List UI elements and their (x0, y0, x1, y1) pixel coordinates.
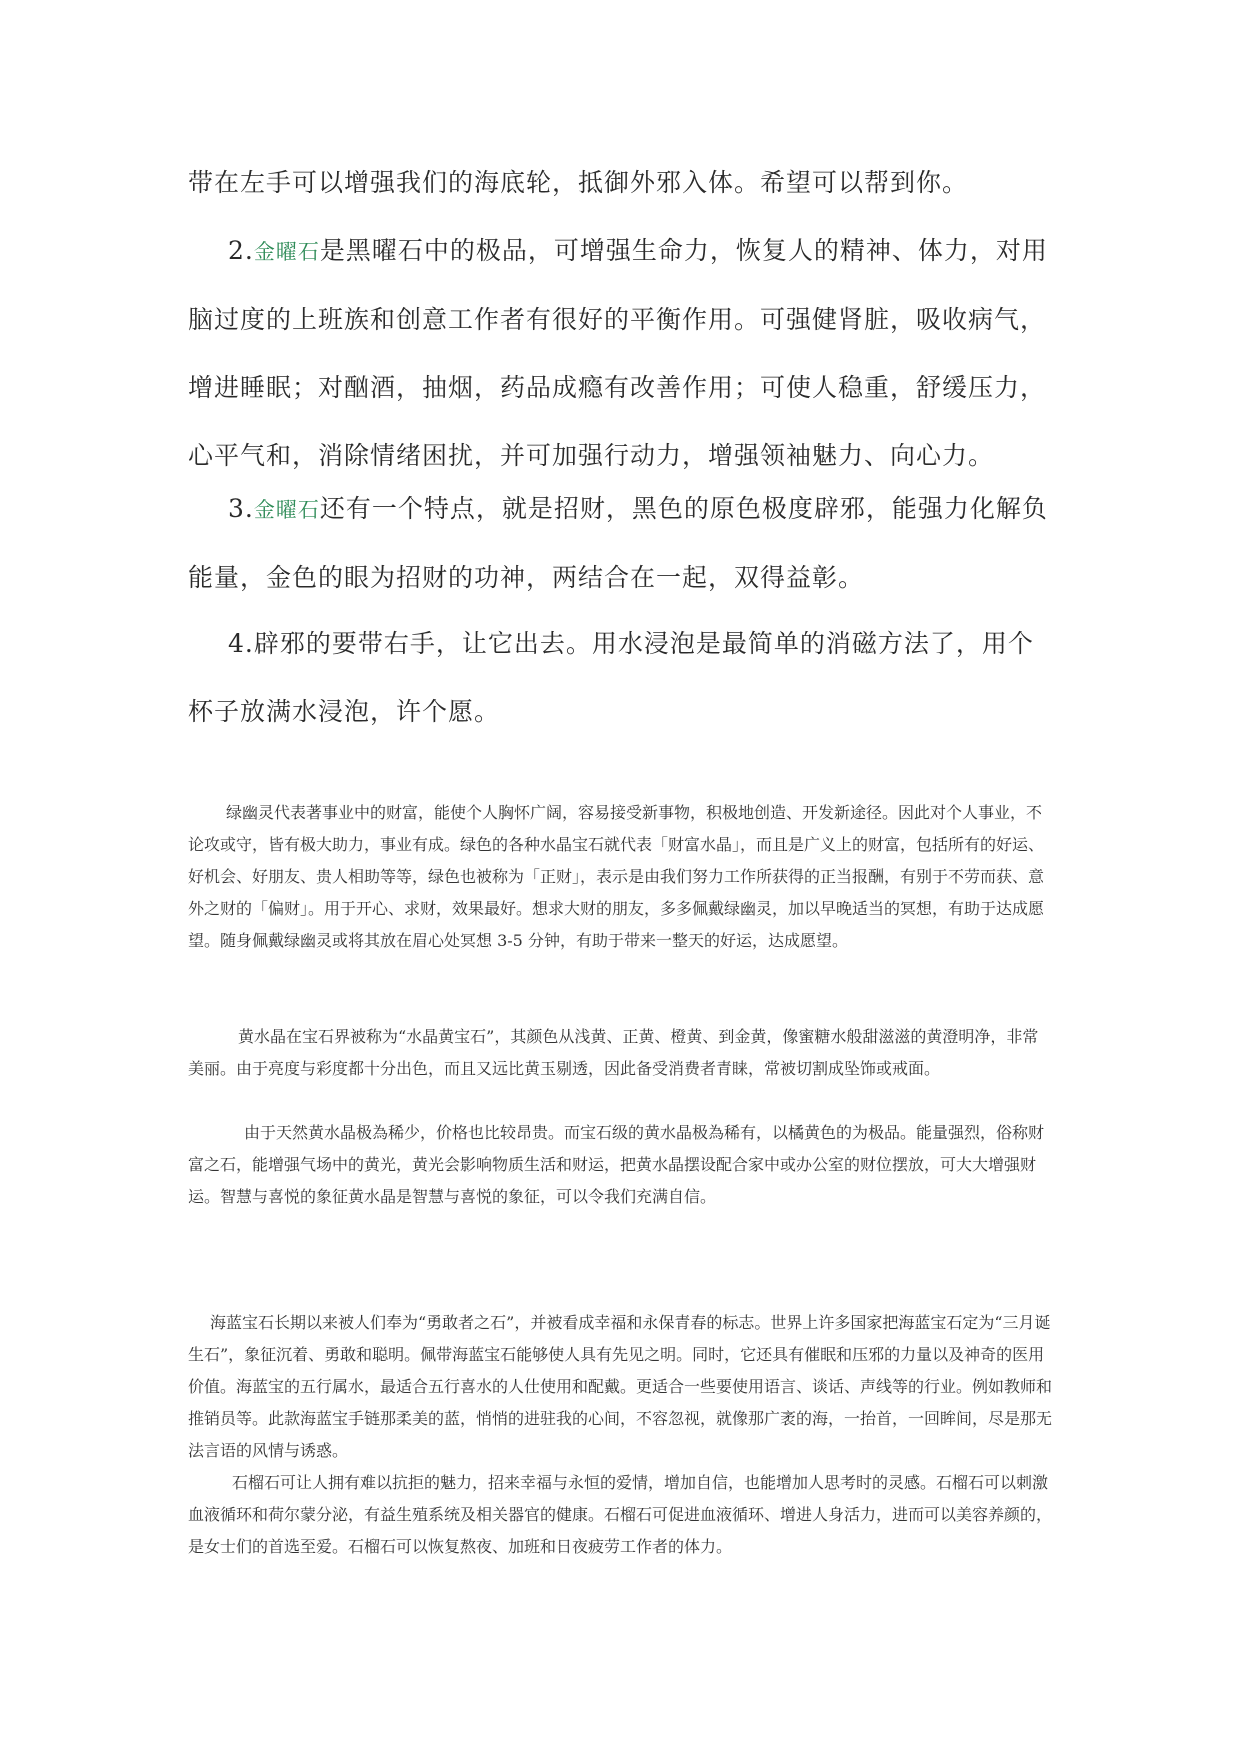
paragraph-text: 是黑曜石中的极品，可增强生命力，恢复人的精神、体力，对用脑过度的上班族和创意工作者有很好的平衡作用。可强健肾脏，吸收病气，增进睡眠；对酗酒，抽烟，药品成瘾有改善作用；可使人稳重，舒缓压力，心平气和，消除情绪困扰，并可加强行动力，增强领袖魅力、向心力。 (188, 236, 1048, 470)
keyword-link: 金曜石 (253, 498, 320, 522)
paragraph-aquamarine: 海蓝宝石长期以来被人们奉为“勇敢者之石”，并被看成幸福和永保青春的标志。世界上许多国家把海蓝宝石定为“三月诞生石”，象征沉着、勇敢和聪明。佩带海蓝宝石能够使人具有先见之明。同时，它还具有催眠和压邪的力量以及神奇的医用价值。海蓝宝的五行属水，最适合五行喜水的人仕使用和配戴。更适合一些要使用语言、谈话、声线等的行业。例如教师和推销员等。此款海蓝宝手链那柔美的蓝，悄悄的进驻我的心间，不容忽视，就像那广袤的海，一抬首，一回眸间，尽是那无法言语的风情与诱惑。 (188, 1313, 1053, 1460)
paragraph-garnet: 石榴石可让人拥有难以抗拒的魅力，招来幸福与永恒的爱情，增加自信，也能增加人思考时的灵感。石榴石可以刺激血液循环和荷尔蒙分泌，有益生殖系统及相关器官的健康。石榴石可促进血液循环、增进人身活力，进而可以美容养颜的，是女士们的首选至爱。石榴石可以恢复熬夜、加班和日夜疲劳工作者的体力。 (188, 1473, 1053, 1556)
paragraph-item-2 (188, 217, 1054, 490)
paragraph-citrine-energy: 由于天然黄水晶极為稀少，价格也比较昂贵。而宝石级的黄水晶极為稀有，以橘黄色的为极品。能量强烈，俗称财富之石，能增强气场中的黄光，黄光会影响物质生活和财运，把黄水晶摆设配合家中或办公室的财位摆放，可大大增强财运。智慧与喜悦的象征黄水晶是智慧与喜悦的象征，可以令我们充满自信。 (188, 1123, 1045, 1206)
item-number: 3. (228, 494, 254, 523)
keyword-link: 金曜石 (253, 240, 320, 264)
paragraph-green-phantom: 绿幽灵代表著事业中的财富，能使个人胸怀广阔，容易接受新事物，积极地创造、开发新途径。因此对个人事业，不论攻或守，皆有极大助力，事业有成。绿色的各种水晶宝石就代表「财富水晶」，而且是广义上的财富，包括所有的好运、好机会、好朋友、贵人相助等等，绿色也被称为「正财」，表示是由我们努力工作所获得的正当报酬，有别于不劳而获、意外之财的「偏财」。用于开心、求财，效果最好。想求大财的朋友，多多佩戴绿幽灵，加以早晚适当的冥想，有助于达成愿望。随身佩戴绿幽灵或将其放在眉心处冥想 3-5 分钟，有助于带来一整天的好运，达成愿望。 (188, 803, 1045, 950)
paragraph-left-hand: 带在左手可以增强我们的海底轮，抵御外邪入体。希望可以帮到你。 (188, 168, 969, 197)
item-number: 2. (228, 236, 254, 265)
paragraph-item-4: 4.辟邪的要带右手，让它出去。用水浸泡是最简单的消磁方法了，用个杯子放满水浸泡，许个愿。 (188, 629, 1034, 726)
paragraph-item-3 (188, 475, 1054, 612)
paragraph-citrine-intro: 黄水晶在宝石界被称为“水晶黄宝石”，其颜色从浅黄、正黄、橙黄、到金黄，像蜜糖水般甜滋滋的黄澄明净，非常美丽。由于亮度与彩度都十分出色，而且又远比黄玉剔透，因此备受消费者青睐，常被切割成坠饰或戒面。 (188, 1027, 1039, 1078)
paragraph-text: 还有一个特点，就是招财，黑色的原色极度辟邪，能强力化解负能量，金色的眼为招财的功神，两结合在一起，双得益彰。 (188, 494, 1048, 592)
